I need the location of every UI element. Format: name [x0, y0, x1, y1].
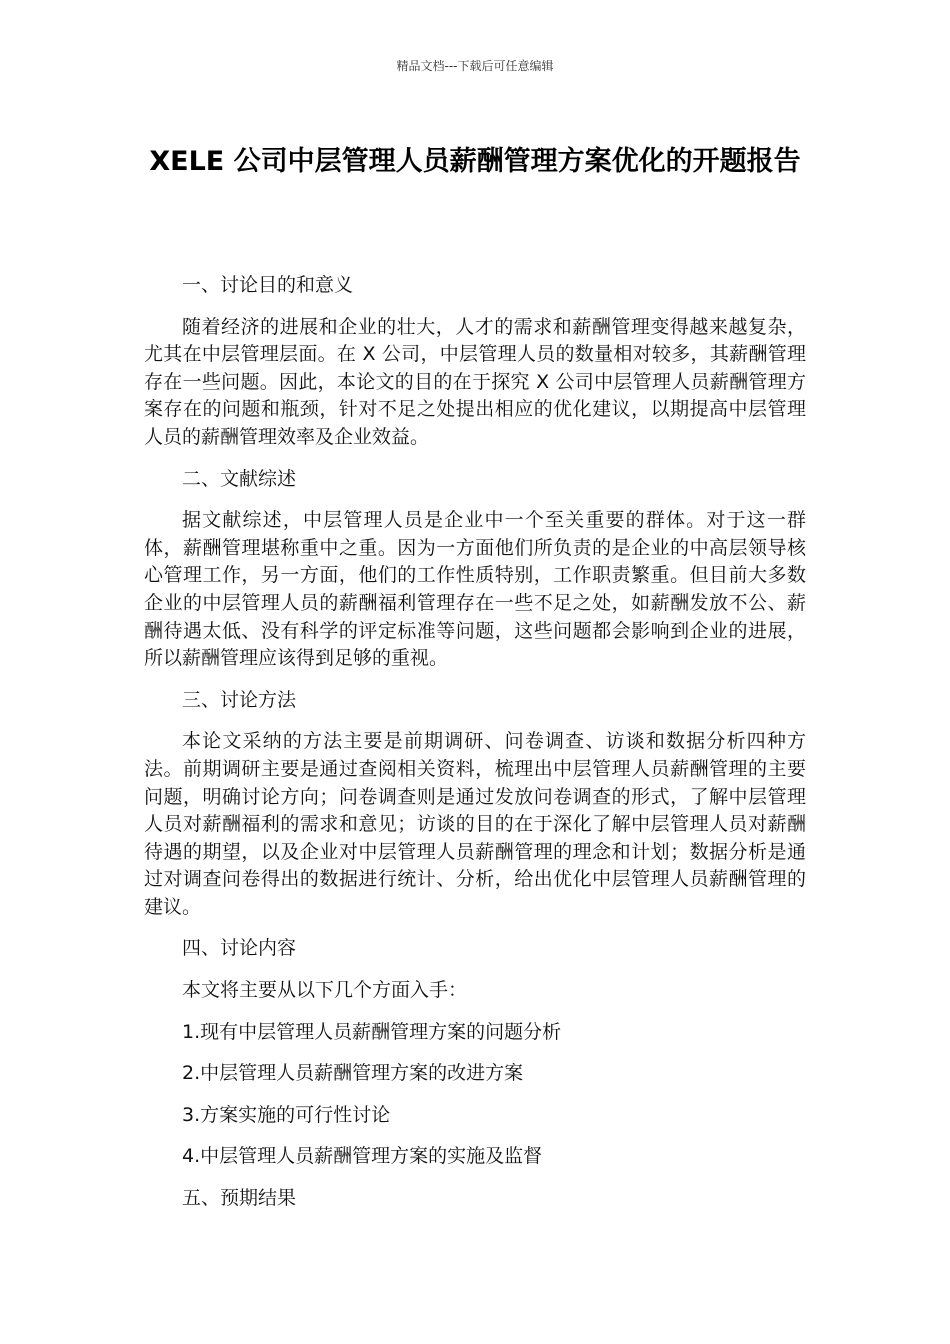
section-paragraph-purpose: 随着经济的进展和企业的壮大，人才的需求和薪酬管理变得越来越复杂，尤其在中层管理层面。在 X 公司，中层管理人员的数量相对较多，其薪酬管理存在一些问题。因此，本论文的目的在于探究 X 公司中层管理人员薪酬管理方案存在的问题和瓶颈，针对不足之处提出相应的优化建议，以期提高中层管理人员的薪酬管理效率及企业效益。 [144, 315, 806, 448]
document-title: XELE 公司中层管理人员薪酬管理方案优化的开题报告 [149, 146, 801, 177]
list-item: 4.中层管理人员薪酬管理方案的实施及监督 [182, 1145, 543, 1168]
section-heading-content: 四、讨论内容 [182, 937, 297, 960]
header-note: 精品文档---下载后可任意编辑 [396, 59, 554, 73]
section-heading-literature: 二、文献综述 [182, 467, 297, 490]
section-paragraph-literature: 据文献综述，中层管理人员是企业中一个至关重要的群体。对于这一群体，薪酬管理堪称重中之重。因为一方面他们所负责的是企业的中高层领导核心管理工作，另一方面，他们的工作性质特别，工作职责繁重。但目前大多数企业的中层管理人员的薪酬福利管理存在一些不足之处，如薪酬发放不公、薪酬待遇太低、没有科学的评定标准等问题，这些问题都会影响到企业的进展，所以薪酬管理应该得到足够的重视。 [144, 509, 806, 670]
section-heading-purpose: 一、讨论目的和意义 [182, 274, 354, 296]
list-item: 1.现有中层管理人员薪酬管理方案的问题分析 [182, 1020, 562, 1043]
document-body [144, 272, 806, 1227]
section-heading-expected-results: 五、预期结果 [182, 1187, 297, 1210]
section-intro-content: 本文将主要从以下几个方面入手： [182, 979, 468, 1002]
list-item: 2.中层管理人员薪酬管理方案的改进方案 [182, 1062, 524, 1085]
section-paragraph-methods: 本论文采纳的方法主要是前期调研、问卷调查、访谈和数据分析四种方法。前期调研主要是通过查阅相关资料，梳理出中层管理人员薪酬管理的主要问题，明确讨论方向；问卷调查则是通过发放问卷调查的形式，了解中层管理人员对薪酬福利的需求和意见；访谈的目的在于深化了解中层管理人员对薪酬待遇的期望，以及企业对中层管理人员薪酬管理的理念和计划；数据分析是通过对调查问卷得出的数据进行统计、分析，给出优化中层管理人员薪酬管理的建议。 [144, 730, 806, 918]
list-item: 3.方案实施的可行性讨论 [182, 1103, 391, 1126]
section-heading-methods: 三、讨论方法 [182, 688, 297, 711]
